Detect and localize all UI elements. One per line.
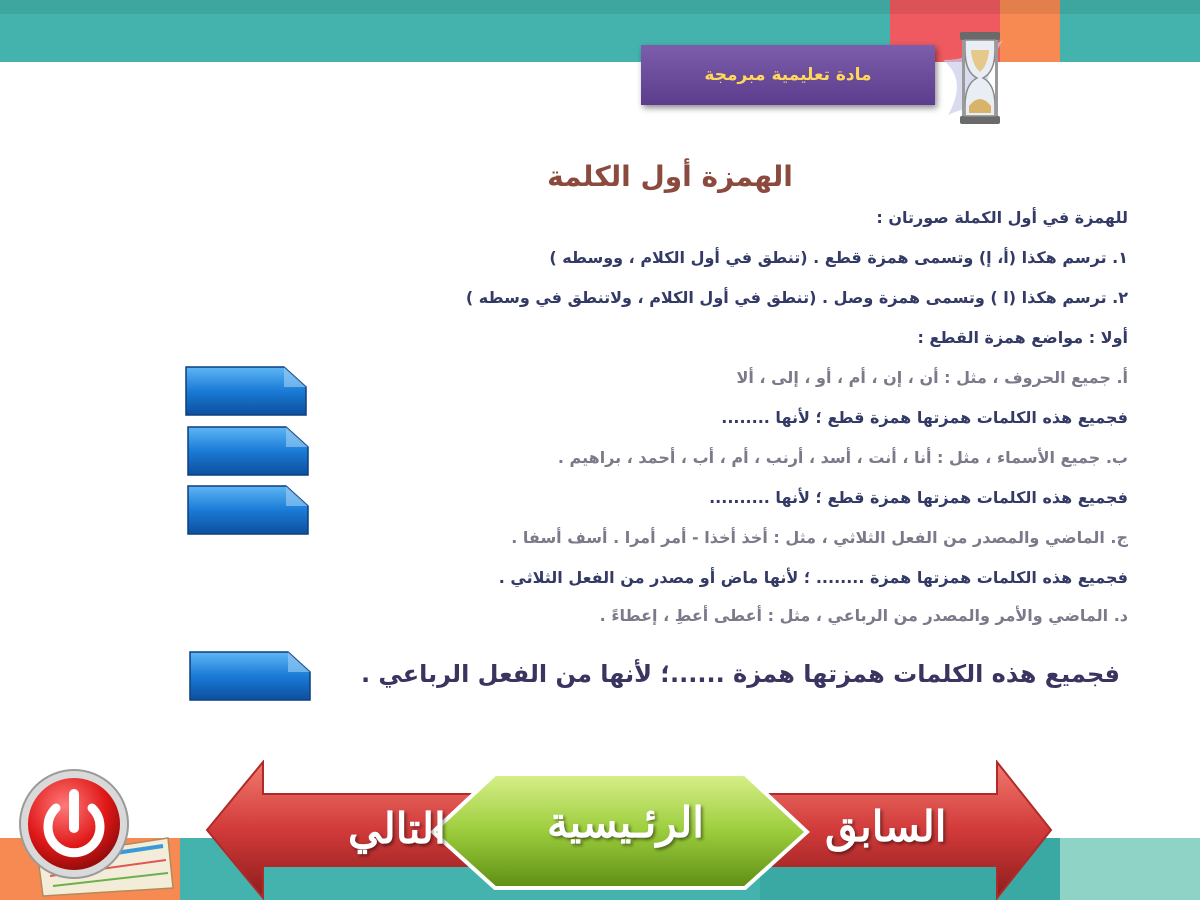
answer-tag-button-4[interactable]	[188, 650, 312, 702]
example-d: د. الماضي والأمر والمصدر من الرباعي ، مثل : أعطى أعطِ ، إعطاءً .	[599, 606, 1128, 625]
hourglass-icon	[938, 20, 1018, 130]
section-heading: أولا : مواضع همزة القطع :	[917, 328, 1128, 347]
top-decorative-bar	[0, 0, 1200, 62]
intro-line: للهمزة في أول الكملة صورتان :	[876, 208, 1128, 227]
example-c: ج. الماضي والمصدر من الفعل الثلاثي ، مثل : أخذ أخذا - أمر أمرا . أسف أسفا .	[511, 528, 1128, 547]
answer-tag-button-1[interactable]	[184, 365, 308, 417]
navigation-bar	[205, 760, 1055, 900]
home-button[interactable]: الرئـيسية	[547, 798, 704, 847]
answer-tag-button-3[interactable]	[186, 484, 310, 536]
conclusion-b: فجميع هذه الكلمات همزتها همزة قطع ؛ لأنها ..........	[709, 488, 1128, 507]
rule-line-2: ٢. ترسم هكذا (ا ) وتسمى همزة وصل . (تنطق في أول الكلام ، ولاتنطق في وسطه )	[465, 288, 1128, 307]
example-b: ب. جميع الأسماء ، مثل : أنا ، أنت ، أسد ، أرنب ، أم ، أب ، أحمد ، براهيم .	[557, 448, 1128, 467]
conclusion-a: فجميع هذه الكلمات همزتها همزة قطع ؛ لأنها ........	[721, 408, 1128, 427]
example-a: أ. جميع الحروف ، مثل : أن ، إن ، أم ، أو ، إلى ، ألا	[736, 368, 1128, 387]
conclusion-c: فجميع هذه الكلمات همزتها همزة ........ ؛ لأنها ماض أو مصدر من الفعل الثلاثي .	[498, 568, 1128, 587]
next-button[interactable]: التالي	[348, 804, 446, 853]
previous-button[interactable]: السابق	[825, 802, 947, 851]
answer-tag-button-2[interactable]	[186, 425, 310, 477]
conclusion-d: فجميع هذه الكلمات همزتها همزة ......؛ لأنها من الفعل الرباعي .	[360, 660, 1120, 688]
subject-badge: مادة تعليمية مبرمجة	[641, 45, 935, 105]
lesson-title: الهمزة أول الكلمة	[547, 160, 793, 193]
rule-line-1: ١. ترسم هكذا (أ، إ) وتسمى همزة قطع . (تنطق في أول الكلام ، ووسطه )	[549, 248, 1128, 267]
power-icon[interactable]	[18, 768, 130, 880]
